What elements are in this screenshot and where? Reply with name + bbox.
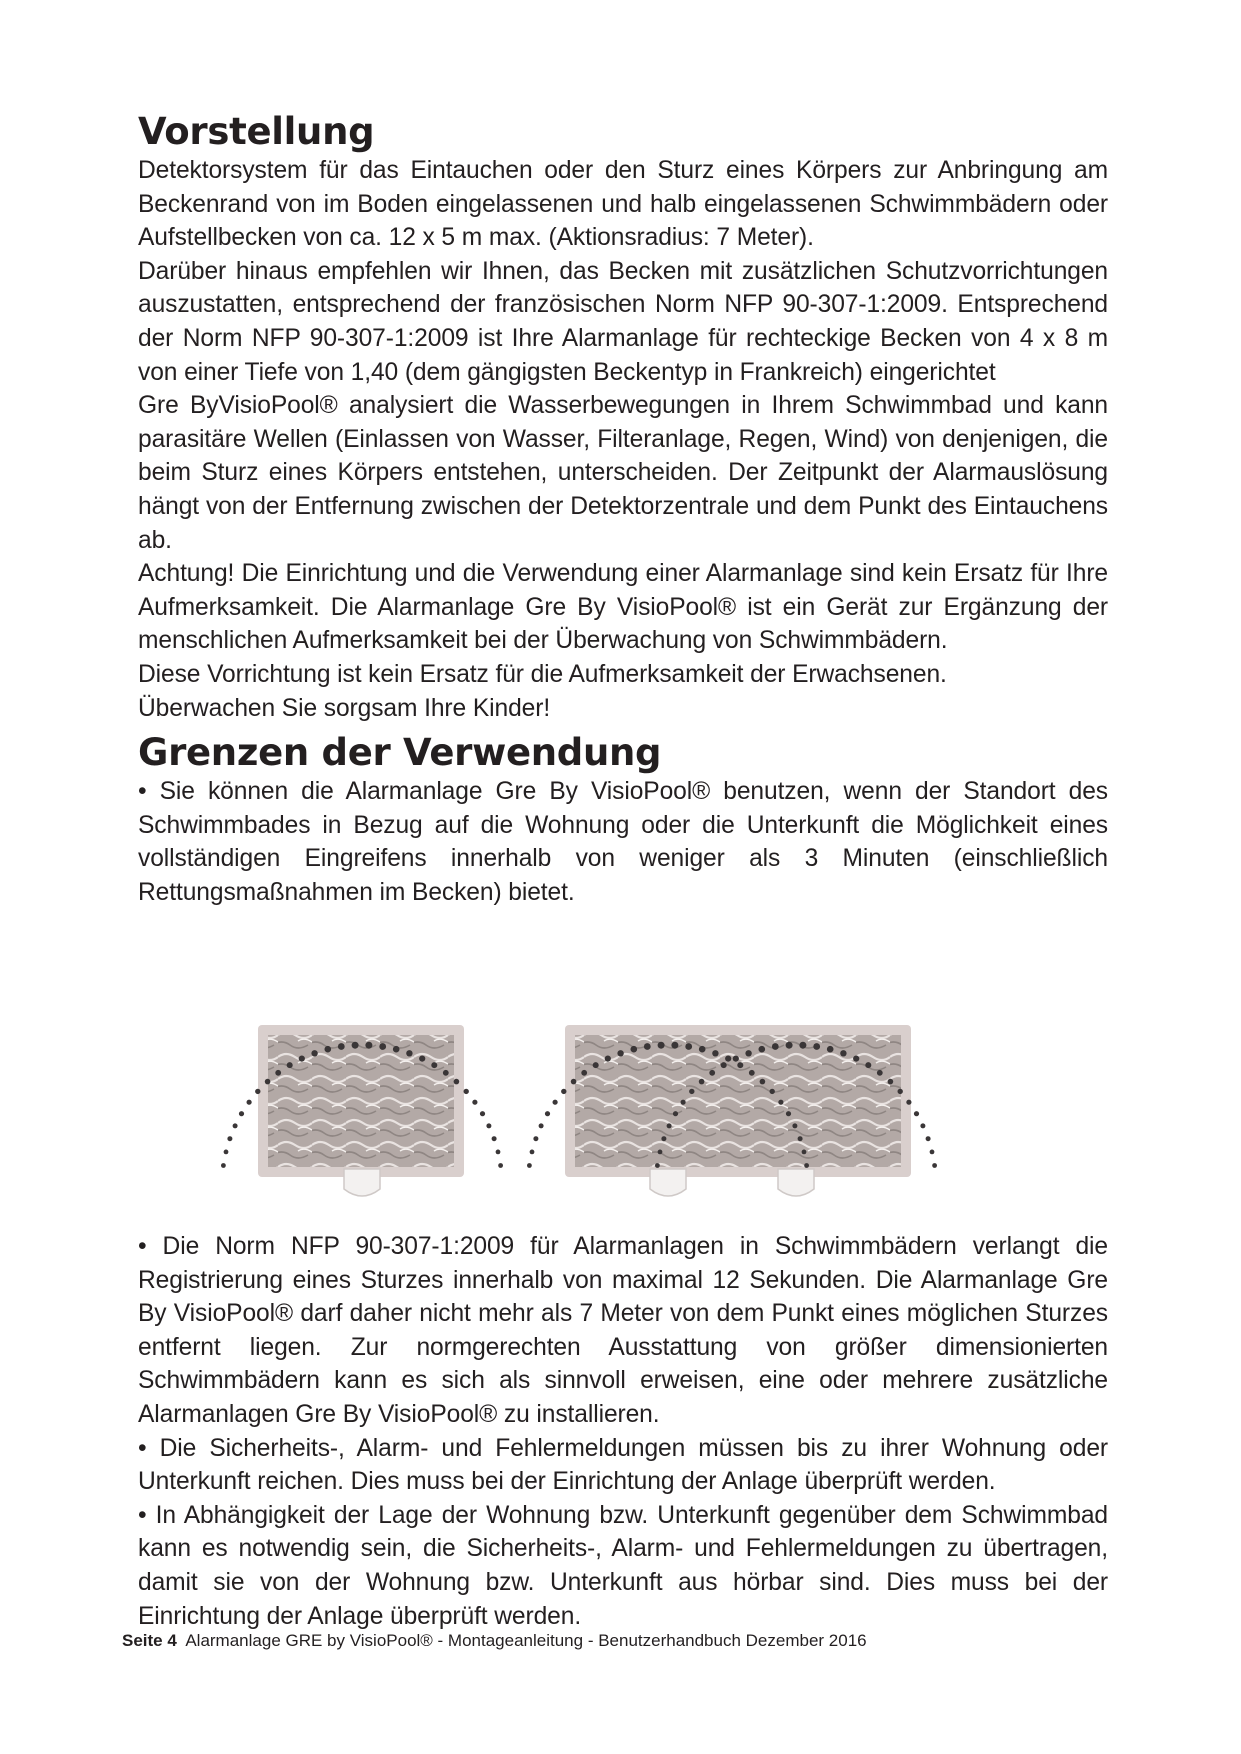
range-dot bbox=[673, 1111, 678, 1116]
range-dot bbox=[749, 1070, 755, 1076]
lower-content bbox=[138, 1230, 1108, 1633]
range-dot bbox=[431, 1062, 437, 1068]
intro-paragraph-3: Gre ByVisioPool® analysiert die Wasserbewegungen in Ihrem Schwimmbad und kann parasitäre Wellen (Einlassen von Wasser, Filteranlage, Regen, Wind) von denjenigen, die beim Sturz eines Körpers entstehen, unterscheiden. Der Zeitpunkt der Alarmauslösung hängt von der Entfernung zwischen der Detektorzentrale und dem Punkt des Eintauchens ab. bbox=[138, 392, 1108, 554]
range-dot bbox=[778, 1100, 783, 1105]
pool-water-left bbox=[268, 1035, 454, 1167]
range-dot bbox=[480, 1111, 485, 1116]
range-dot bbox=[655, 1163, 660, 1168]
range-dot bbox=[759, 1046, 766, 1053]
range-dot bbox=[685, 1043, 692, 1050]
range-dot bbox=[786, 1111, 791, 1116]
page-footer bbox=[122, 1630, 867, 1652]
range-dot bbox=[877, 1070, 883, 1076]
range-dot bbox=[786, 1042, 793, 1049]
range-dot bbox=[733, 1056, 739, 1062]
range-dot bbox=[227, 1136, 232, 1141]
range-dot bbox=[644, 1043, 651, 1050]
range-dot bbox=[539, 1123, 544, 1128]
range-dot bbox=[813, 1043, 820, 1050]
limits-bullet-4: • In Abhängigkeit der Lage der Wohnung bzw. Unterkunft gegenüber dem Schwimmbad kann es notwendig sein, die Sicherheits-, Alarm- und Fehlermeldungen zu übertragen, damit sie von der Wohnung bzw. Unterkunft aus hörbar sind. Dies muss bei der Einrichtung der Anlage überprüft werden. bbox=[138, 1501, 1108, 1630]
pool-water-right bbox=[575, 1035, 901, 1167]
range-dot bbox=[799, 1042, 806, 1049]
range-dot bbox=[338, 1043, 345, 1050]
range-dot bbox=[593, 1062, 599, 1068]
range-dot bbox=[798, 1136, 803, 1141]
range-dot bbox=[571, 1079, 577, 1085]
range-dot bbox=[486, 1123, 491, 1128]
range-dot bbox=[709, 1070, 715, 1076]
range-dot bbox=[661, 1136, 666, 1141]
range-dot bbox=[853, 1056, 859, 1062]
range-dot bbox=[926, 1136, 931, 1141]
range-dot bbox=[802, 1150, 807, 1155]
range-dot bbox=[299, 1056, 305, 1062]
range-dot bbox=[721, 1062, 727, 1068]
range-dot bbox=[671, 1042, 678, 1049]
footer-text: Alarmanlage GRE by VisioPool® - Montageanleitung - Benutzerhandbuch Dezember 2016 bbox=[185, 1631, 867, 1650]
range-dot bbox=[365, 1042, 372, 1049]
range-dot bbox=[770, 1089, 775, 1094]
range-dot bbox=[527, 1163, 532, 1168]
heading-vorstellung: Vorstellung bbox=[138, 110, 375, 153]
range-dot bbox=[379, 1043, 386, 1050]
range-dot bbox=[265, 1079, 271, 1085]
range-dot bbox=[699, 1046, 706, 1053]
detector-right-1 bbox=[650, 1169, 686, 1196]
range-dot bbox=[419, 1056, 425, 1062]
range-dot bbox=[745, 1050, 751, 1056]
range-dot bbox=[545, 1111, 550, 1116]
range-dot bbox=[888, 1079, 894, 1085]
range-dot bbox=[932, 1163, 937, 1168]
range-dot bbox=[930, 1150, 935, 1155]
range-dot bbox=[530, 1150, 535, 1155]
limits-bullet-2: • Die Norm NFP 90-307-1:2009 für Alarmanlagen in Schwimmbädern verlangt die Registrierung eines Sturzes innerhalb von maximal 12 Sekunden. Die Alarmanlage Gre By VisioPool® darf daher nicht mehr als 7 Meter von dem Punkt eines möglichen Sturzes entfernt liegen. Zur normgerechten Ausstattung von größer dimensionierten Schwimmbädern kann es sich als sinnvoll erweisen, eine oder mehrere zusätzliche Alarmanlagen Gre By VisioPool® zu installieren. bbox=[138, 1233, 1108, 1428]
range-dot bbox=[792, 1123, 797, 1128]
range-dot bbox=[498, 1163, 503, 1168]
range-dot bbox=[533, 1136, 538, 1141]
limits-bullet-3: • Die Sicherheits-, Alarm- und Fehlermeldungen müssen bis zu ihrer Wohnung oder Unterkunft reichen. Dies muss bei der Einrichtung der Anlage überprüft werden. bbox=[138, 1434, 1108, 1496]
range-dot bbox=[239, 1111, 244, 1116]
range-dot bbox=[772, 1043, 779, 1050]
intro-paragraph-5: Diese Vorrichtung ist kein Ersatz für die Aufmerksamkeit der Erwachsenen. bbox=[138, 660, 947, 688]
range-dot bbox=[464, 1089, 469, 1094]
range-dot bbox=[699, 1079, 705, 1085]
range-dot bbox=[287, 1062, 293, 1068]
range-dot bbox=[492, 1136, 497, 1141]
range-dot bbox=[233, 1123, 238, 1128]
upper-content bbox=[138, 110, 1108, 909]
single-pool bbox=[258, 1025, 464, 1196]
range-dot bbox=[255, 1089, 260, 1094]
range-dot bbox=[311, 1050, 317, 1056]
range-dot bbox=[561, 1089, 566, 1094]
range-dot bbox=[605, 1056, 611, 1062]
range-dot bbox=[725, 1056, 731, 1062]
range-dot bbox=[658, 1150, 663, 1155]
intro-paragraph-2: Darüber hinaus empfehlen wir Ihnen, das Becken mit zusätzlichen Schutzvorrichtungen auszustatten, entsprechend der französischen Norm NFP 90-307-1:2009. Entsprechend der Norm NFP 90-307-1:2009 ist Ihre Alarmanlage für rechteckige Becken von 4 x 8 m von einer Tiefe von 1,40 (dem gängigsten Beckentyp in Frankreich) eingerichtet bbox=[138, 257, 1108, 386]
range-dot bbox=[865, 1062, 871, 1068]
range-dot bbox=[712, 1050, 718, 1056]
range-dot bbox=[920, 1123, 925, 1128]
range-dot bbox=[898, 1089, 903, 1094]
detector-right-2 bbox=[778, 1169, 814, 1196]
range-dot bbox=[906, 1100, 911, 1105]
range-dot bbox=[275, 1070, 281, 1076]
intro-paragraph-6: Überwachen Sie sorgsam Ihre Kinder! bbox=[138, 694, 551, 722]
range-dot bbox=[760, 1079, 766, 1085]
range-dot bbox=[443, 1070, 449, 1076]
range-dot bbox=[454, 1079, 460, 1085]
range-dot bbox=[617, 1050, 623, 1056]
range-dot bbox=[325, 1046, 332, 1053]
range-dot bbox=[737, 1062, 743, 1068]
range-dot bbox=[224, 1150, 229, 1155]
range-dot bbox=[221, 1163, 226, 1168]
range-dot bbox=[553, 1100, 558, 1105]
range-dot bbox=[393, 1046, 400, 1053]
range-dot bbox=[658, 1042, 665, 1049]
range-dot bbox=[914, 1111, 919, 1116]
limits-bullet-1: • Sie können die Alarmanlage Gre By VisioPool® benutzen, wenn der Standort des Schwimmbades in Bezug auf die Wohnung oder die Unterkunft die Möglichkeit eines vollständigen Eingreifens innerhalb von weniger als 3 Minuten (einschließlich Rettungsmaßnahmen im Becken) bietet. bbox=[138, 778, 1108, 906]
large-pool bbox=[565, 1025, 911, 1196]
range-dot bbox=[804, 1163, 809, 1168]
range-dot bbox=[581, 1070, 587, 1076]
range-dot bbox=[352, 1042, 359, 1049]
range-dot bbox=[406, 1050, 412, 1056]
range-dot bbox=[840, 1050, 846, 1056]
range-dot bbox=[667, 1123, 672, 1128]
heading-grenzen: Grenzen der Verwendung bbox=[138, 731, 662, 775]
detector-left bbox=[344, 1169, 380, 1196]
intro-paragraph-4: Achtung! Die Einrichtung und die Verwendung einer Alarmanlage sind kein Ersatz für Ihre Aufmerksamkeit. Die Alarmanlage Gre By VisioPool® ist ein Gerät zur Ergänzung der menschlichen Aufmerksamkeit bei der Überwachung von Schwimmbädern. bbox=[138, 560, 1108, 655]
range-dot bbox=[631, 1046, 638, 1053]
pool-detector-diagram bbox=[210, 1005, 1055, 1205]
range-dot bbox=[689, 1089, 694, 1094]
range-dot bbox=[827, 1046, 834, 1053]
range-dot bbox=[472, 1100, 477, 1105]
range-dot bbox=[247, 1100, 252, 1105]
intro-paragraph-1: Detektorsystem für das Eintauchen oder den Sturz eines Körpers zur Anbringung am Beckenrand von im Boden eingelassenen und halb eingelassenen Schwimmbädern oder Aufstellbecken von ca. 12 x 5 m max. (Aktionsradius: 7 Meter). bbox=[138, 157, 1108, 252]
page-number: Seite 4 bbox=[122, 1631, 177, 1650]
range-dot bbox=[681, 1100, 686, 1105]
range-dot bbox=[496, 1150, 501, 1155]
